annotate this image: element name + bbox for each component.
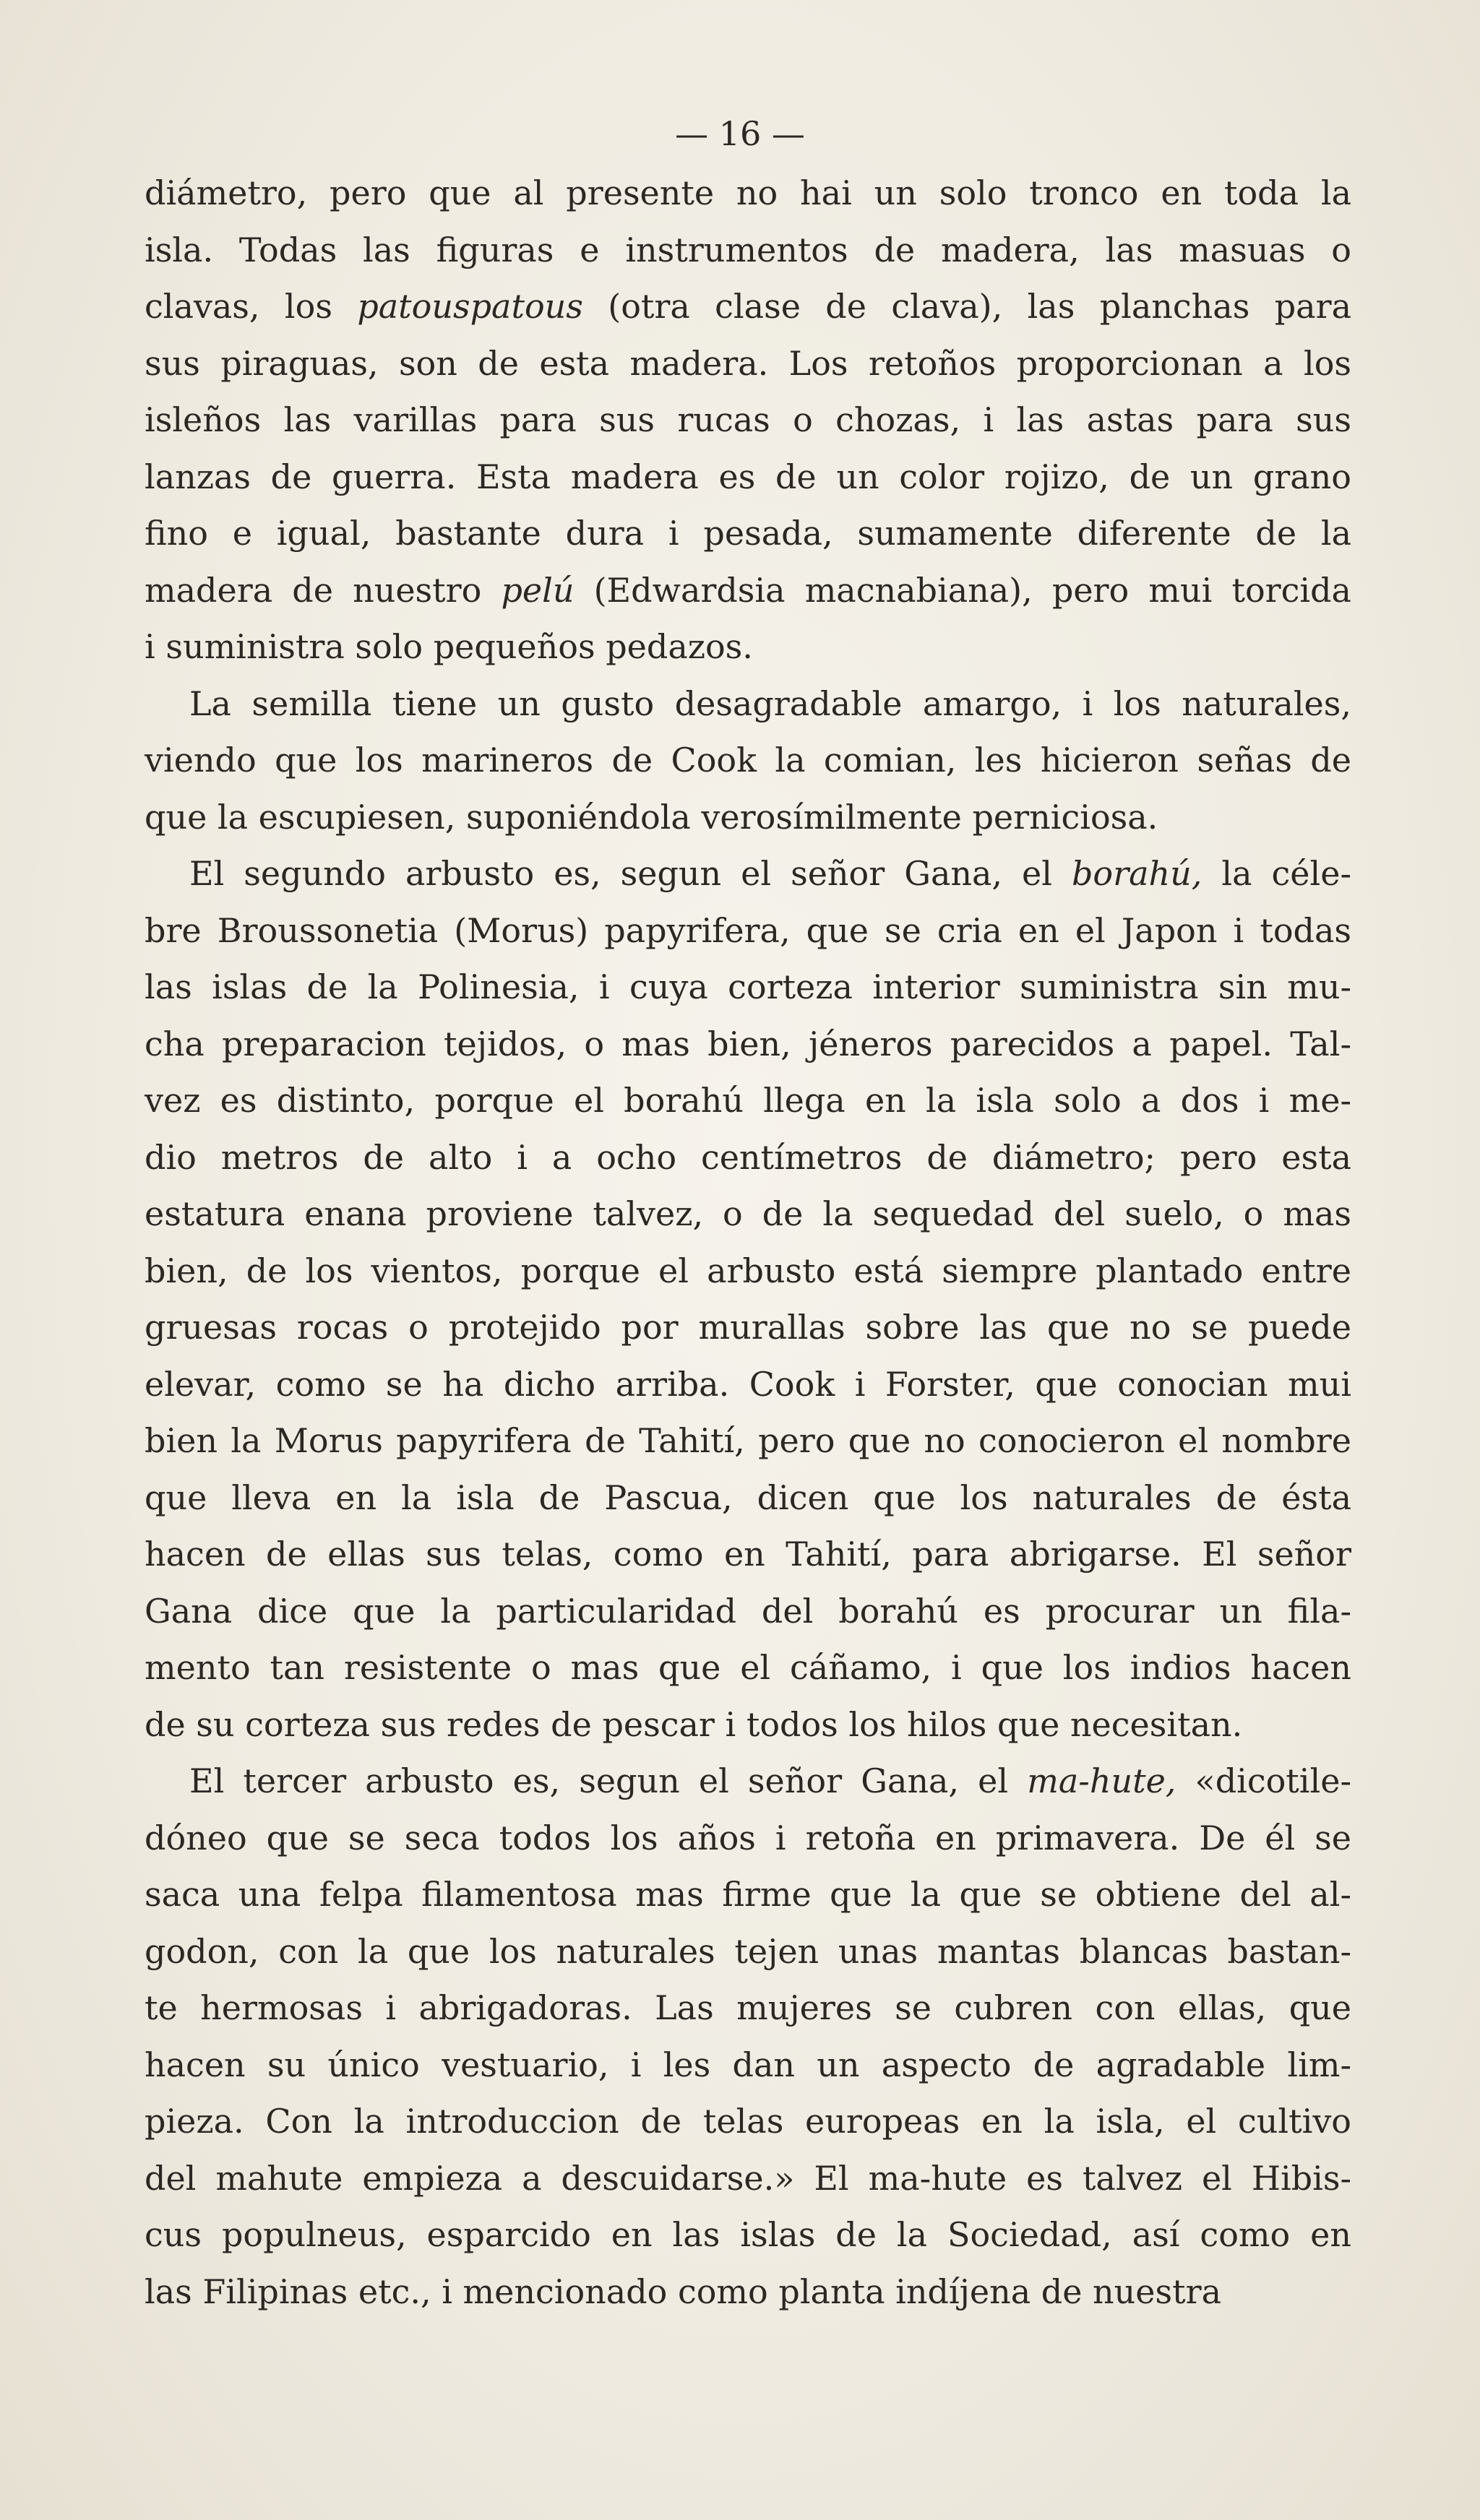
paragraph [145,165,1351,676]
body-text [145,165,1351,2320]
text-line: viendo que los marineros de Cook la comian, les hicieron señas de [145,741,1351,780]
paragraph [145,1753,1351,2320]
text-line: isla. Todas las figuras e instrumentos de madera, las masuas o [145,230,1351,269]
text-line: hacen de ellas sus telas, como en Tahití, para abrigarse. El señor [145,1535,1351,1574]
text-line: gruesas rocas o protejido por murallas sobre las que no se puede [145,1308,1351,1347]
text-line: godon, con la que los naturales tejen unas mantas blancas bastan- [145,1931,1351,1971]
text-line: que lleva en la isla de Pascua, dicen que los naturales de ésta [145,1477,1351,1517]
text-line: pieza. Con la introduccion de telas europeas en la isla, el cultivo [145,2102,1351,2141]
text-line: del mahute empieza a descuidarse.» El ma-hute es talvez el Hibis- [145,2158,1351,2198]
text-line: elevar, como se ha dicho arriba. Cook i Forster, que conocian mui [145,1364,1351,1404]
text-line: las Filipinas etc., i mencionado como planta indíjena de nuestra [145,2271,1222,2311]
text-line: de su corteza sus redes de pescar i todos los hilos que necesitan. [145,1704,1243,1744]
text-line: El tercer arbusto es, segun el señor Gana, el ma-hute, «dicotile- [189,1761,1351,1800]
text-line: estatura enana proviene talvez, o de la sequedad del suelo, o mas [145,1194,1351,1233]
text-line: lanzas de guerra. Esta madera es de un color rojizo, de un grano [145,457,1351,496]
text-line: fino e igual, bastante dura i pesada, sumamente diferente de la [145,514,1351,553]
text-line: dóneo que se seca todos los años i retoña en primavera. De él se [145,1818,1351,1857]
paragraph [145,676,1351,846]
text-line: te hermosas i abrigadoras. Las mujeres se cubren con ellas, que [145,1988,1351,2027]
text-line: mento tan resistente o mas que el cáñamo, i que los indios hacen [145,1648,1351,1687]
text-line: La semilla tiene un gusto desagradable amargo, i los naturales, [189,683,1351,723]
page-number: — 16 — [675,114,805,153]
text-line: Gana dice que la particularidad del borahú es procurar un fila- [145,1591,1351,1631]
text-line: saca una felpa filamentosa mas firme que la que se obtiene del al- [145,1875,1351,1914]
text-line: El segundo arbusto es, segun el señor Gana, el borahú, la céle- [189,854,1352,893]
text-line: bien, de los vientos, porque el arbusto está siempre plantado entre [145,1251,1351,1290]
text-line: bre Broussonetia (Morus) papyrifera, que se cria en el Japon i todas [145,910,1351,950]
text-line: bien la Morus papyrifera de Tahití, pero que no conocieron el nombre [145,1421,1351,1460]
text-line: isleños las varillas para sus rucas o chozas, i las astas para sus [145,400,1351,439]
text-line: que la escupiesen, suponiéndola verosímilmente perniciosa. [145,797,1158,837]
text-line: madera de nuestro pelú (Edwardsia macnabiana), pero mui torcida [145,570,1351,610]
text-line: vez es distinto, porque el borahú llega en la isla solo a dos i me- [145,1081,1351,1120]
paragraph [145,845,1351,1753]
text-line: cha preparacion tejidos, o mas bien, jéneros parecidos a papel. Tal- [145,1024,1351,1063]
text-line: hacen su único vestuario, i les dan un aspecto de agradable lim- [145,2045,1351,2084]
text-line: i suministra solo pequeños pedazos. [145,627,753,666]
italic-term: pelú [501,570,575,610]
text-line: clavas, los patouspatous (otra clase de clava), las planchas para [145,287,1351,326]
text-line: cus populneus, esparcido en las islas de la Sociedad, así como en [145,2215,1351,2254]
italic-term: ma-hute, [1027,1761,1176,1800]
text-line: diámetro, pero que al presente no hai un solo tronco en toda la [145,173,1351,212]
italic-term: patouspatous [357,287,583,326]
text-line: dio metros de alto i a ocho centímetros de diámetro; pero esta [145,1137,1351,1177]
italic-term: borahú, [1071,854,1202,893]
text-line: sus piraguas, son de esta madera. Los retoños proporcionan a los [145,343,1351,383]
text-line: las islas de la Polinesia, i cuya corteza interior suministra sin mu- [145,967,1351,1006]
